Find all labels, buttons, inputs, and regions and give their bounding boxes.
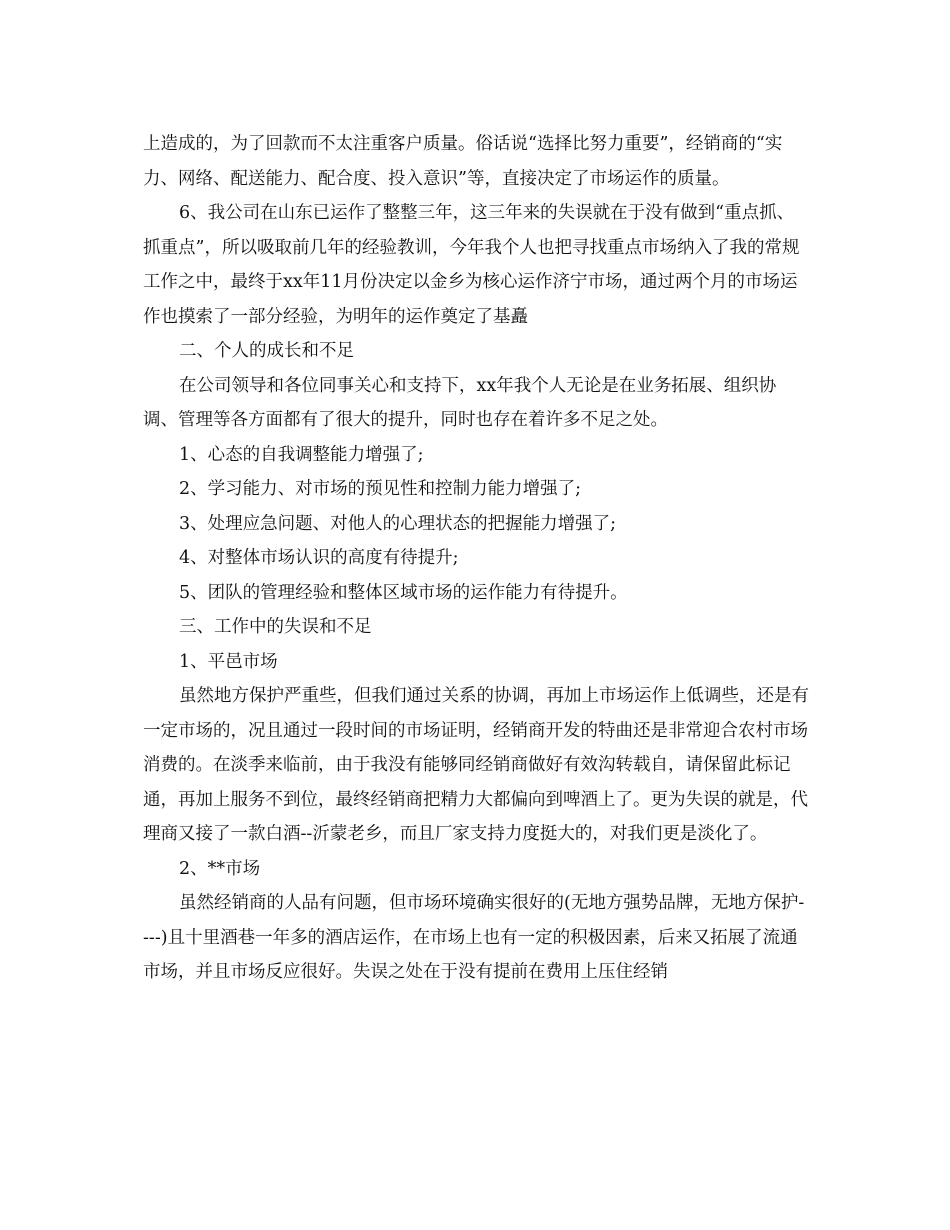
- paragraph-market-2: 虽然经销商的人品有问题，但市场环境确实很好的(无地方强势品牌，无地方保护----)且十里酒巷一年多的酒店运作，在市场上也有一定的积极因素，后来又拓展了流通市场，并且市场反应很好。失误之处在于没有提前在费用上压住经销: [143, 893, 805, 982]
- list-item-3: 3、处理应急问题、对他人的心理状态的把握能力增强了;: [179, 513, 617, 534]
- subheading-market-2: 2、**市场: [179, 858, 261, 879]
- list-item-4: 4、对整体市场认识的高度有待提升;: [179, 548, 459, 568]
- list-item-2: 2、学习能力、对市场的预见性和控制力能力增强了;: [179, 479, 582, 499]
- list-item-1: 1、心态的自我调整能力增强了;: [179, 444, 424, 465]
- paragraph-growth-intro: 在公司领导和各位同事关心和支持下，xx年我个人无论是在业务拓展、组织协调、管理等各方面都有了很大的提升，同时也存在着许多不足之处。: [143, 375, 777, 430]
- paragraph-item-6: 6、我公司在山东已运作了整整三年，这三年来的失误就在于没有做到“重点抓、抓重点”，所以吸取前几年的经验教训，今年我个人也把寻找重点市场纳入了我的常规工作之中，最终于xx年11月份决定以金乡为核心运作济宁市场，通过两个月的市场运作也摸索了一部分经验，为明年的运作奠定了基矗: [143, 203, 800, 327]
- paragraph-pingyi-market: 虽然地方保护严重些，但我们通过关系的协调，再加上市场运作上低调些，还是有一定市场的，况且通过一段时间的市场证明，经销商开发的特曲还是非常迎合农村市场消费的。在淡季来临前，由于我没有能够同经销商做好有效沟转载自，请保留此标记通，再加上服务不到位，最终经销商把精力大都偏向到啤酒上了。更为失误的就是，代理商又接了一款白酒--沂蒙老乡，而且厂家支持力度挺大的，对我们更是淡化了。: [143, 686, 809, 844]
- list-item-5: 5、团队的管理经验和整体区域市场的运作能力有待提升。: [179, 582, 628, 603]
- section-heading-2: 二、个人的成长和不足: [179, 341, 354, 361]
- section-heading-3: 三、工作中的失误和不足: [179, 617, 372, 637]
- document-body: [143, 127, 810, 990]
- paragraph-continued: 上造成的，为了回款而不太注重客户质量。俗话说“选择比努力重要”，经销商的“实力、网络、配送能力、配合度、投入意识”等，直接决定了市场运作的质量。: [143, 134, 783, 189]
- subheading-pingyi-market: 1、平邑市场: [179, 651, 278, 672]
